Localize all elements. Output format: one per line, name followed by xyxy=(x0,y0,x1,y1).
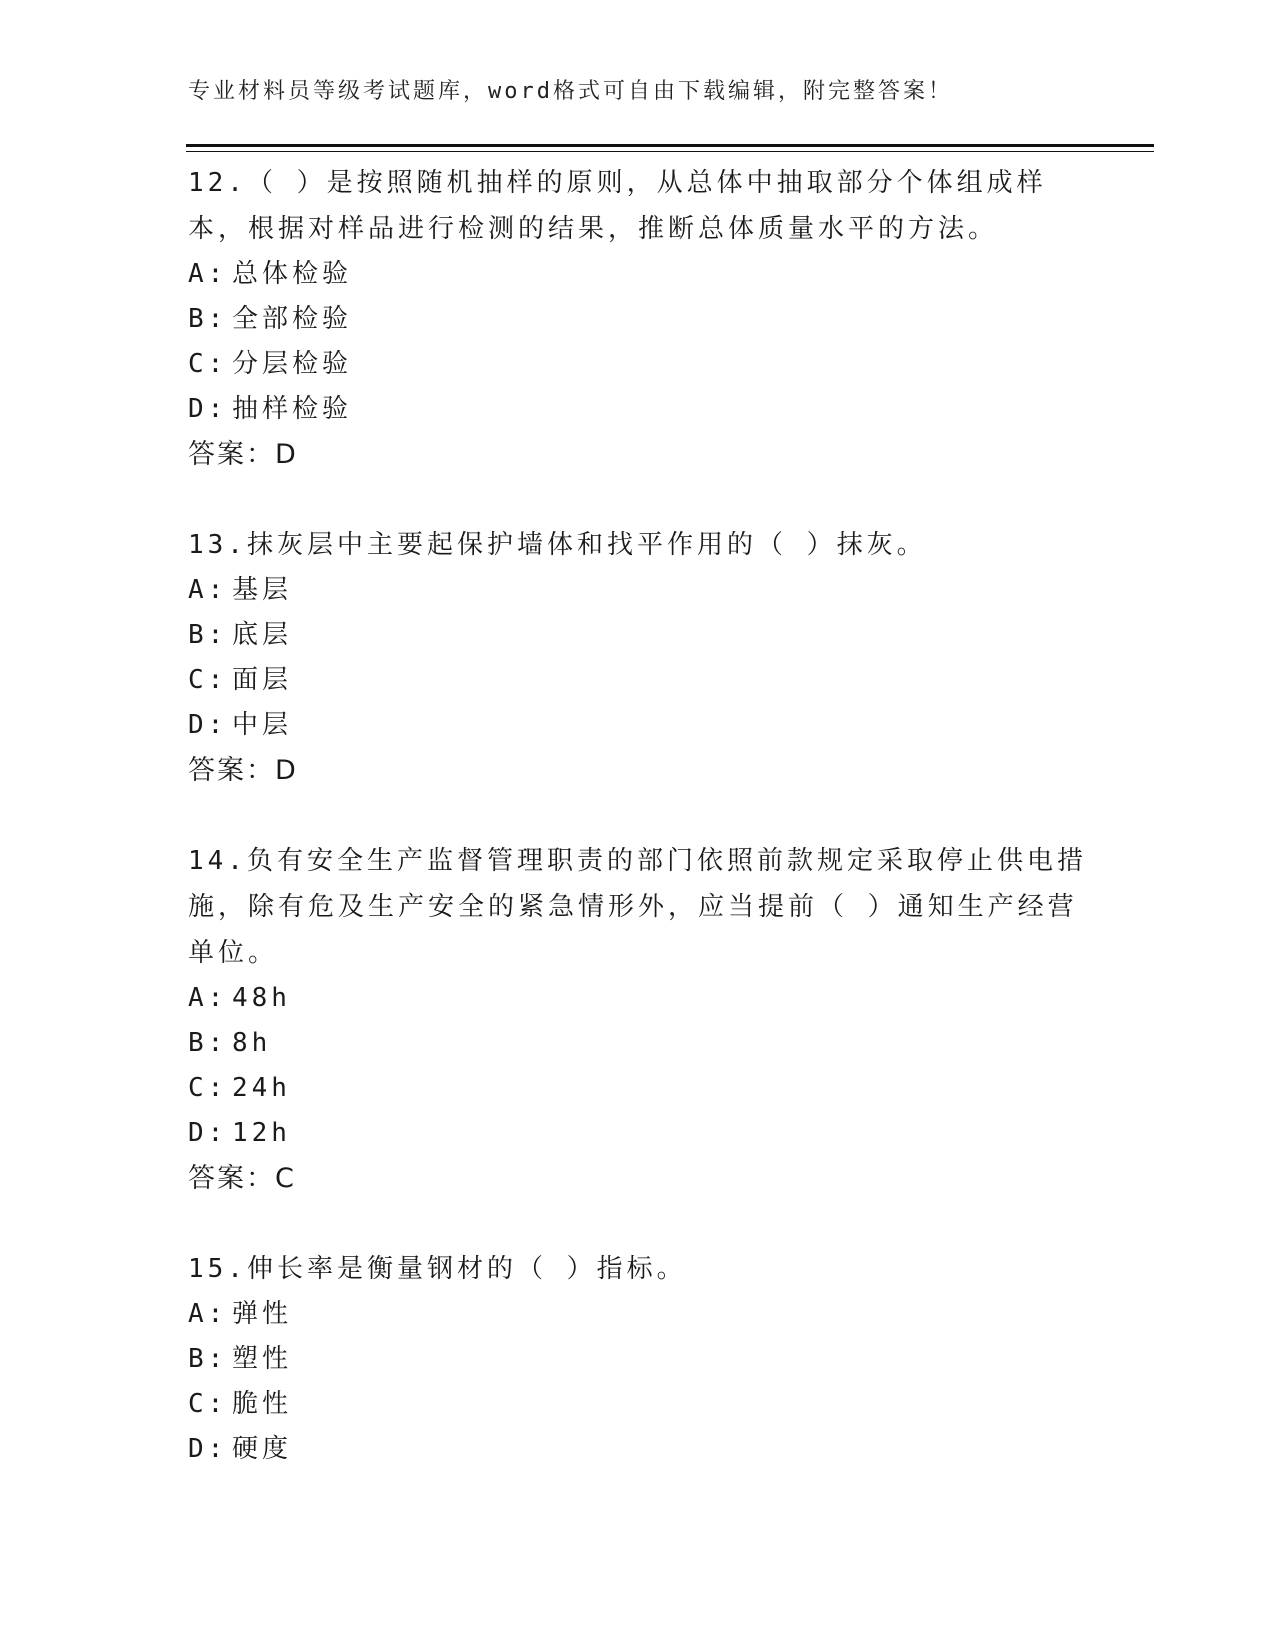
option-key: B: xyxy=(188,304,228,334)
option-d xyxy=(188,1427,1088,1472)
answer: 答案：C xyxy=(188,1163,296,1194)
option-key: C: xyxy=(188,349,228,379)
option-b xyxy=(188,1337,1088,1382)
option-c xyxy=(188,342,1088,387)
option-value: 12h xyxy=(232,1118,291,1148)
option-key: A: xyxy=(188,575,228,605)
answer: 答案：D xyxy=(188,439,298,470)
option-b xyxy=(188,613,1088,658)
option-d xyxy=(188,703,1088,748)
question-14 xyxy=(188,838,1088,1202)
option-value: 面层 xyxy=(232,665,293,695)
option-value: 分层检验 xyxy=(232,349,353,379)
question-12 xyxy=(188,160,1088,478)
option-key: D: xyxy=(188,394,228,424)
option-value: 塑性 xyxy=(232,1344,293,1374)
option-d xyxy=(188,1111,1088,1156)
question-13 xyxy=(188,522,1088,794)
option-value: 脆性 xyxy=(232,1389,293,1419)
option-key: B: xyxy=(188,620,228,650)
option-a xyxy=(188,976,1088,1021)
option-key: B: xyxy=(188,1344,228,1374)
option-a xyxy=(188,1292,1088,1337)
document-header: 专业材料员等级考试题库，word格式可自由下载编辑，附完整答案！ xyxy=(188,79,953,104)
option-value: 全部检验 xyxy=(232,304,353,334)
option-key: A: xyxy=(188,259,228,289)
option-c xyxy=(188,1382,1088,1427)
option-key: D: xyxy=(188,1118,228,1148)
option-value: 总体检验 xyxy=(232,259,353,289)
option-c xyxy=(188,1066,1088,1111)
question-15 xyxy=(188,1246,1088,1472)
option-value: 硬度 xyxy=(232,1434,293,1464)
option-value: 中层 xyxy=(232,710,293,740)
option-key: D: xyxy=(188,1434,228,1464)
header-rule-thin xyxy=(186,151,1154,152)
option-key: B: xyxy=(188,1028,228,1058)
option-value: 8h xyxy=(232,1028,272,1058)
option-b xyxy=(188,1021,1088,1066)
option-d xyxy=(188,387,1088,432)
option-value: 48h xyxy=(232,983,291,1013)
option-a xyxy=(188,568,1088,613)
answer: 答案：D xyxy=(188,755,298,786)
option-c xyxy=(188,658,1088,703)
option-key: D: xyxy=(188,710,228,740)
question-text: 12.（ ）是按照随机抽样的原则，从总体中抽取部分个体组成样本，根据对样品进行检测的结果，推断总体质量水平的方法。 xyxy=(188,168,1047,244)
option-b xyxy=(188,297,1088,342)
option-value: 抽样检验 xyxy=(232,394,353,424)
question-text: 13.抹灰层中主要起保护墙体和找平作用的（ ）抹灰。 xyxy=(188,530,927,560)
option-key: C: xyxy=(188,665,228,695)
option-key: C: xyxy=(188,1389,228,1419)
option-value: 基层 xyxy=(232,575,293,605)
option-a xyxy=(188,252,1088,297)
option-key: A: xyxy=(188,1299,228,1329)
question-list xyxy=(188,160,1088,1516)
option-value: 底层 xyxy=(232,620,293,650)
option-key: C: xyxy=(188,1073,228,1103)
option-value: 弹性 xyxy=(232,1299,293,1329)
header-rule-thick xyxy=(186,144,1154,147)
option-value: 24h xyxy=(232,1073,291,1103)
question-text: 14.负有安全生产监督管理职责的部门依照前款规定采取停止供电措施，除有危及生产安全的紧急情形外，应当提前（ ）通知生产经营单位。 xyxy=(188,846,1087,968)
question-text: 15.伸长率是衡量钢材的（ ）指标。 xyxy=(188,1254,687,1284)
option-key: A: xyxy=(188,983,228,1013)
